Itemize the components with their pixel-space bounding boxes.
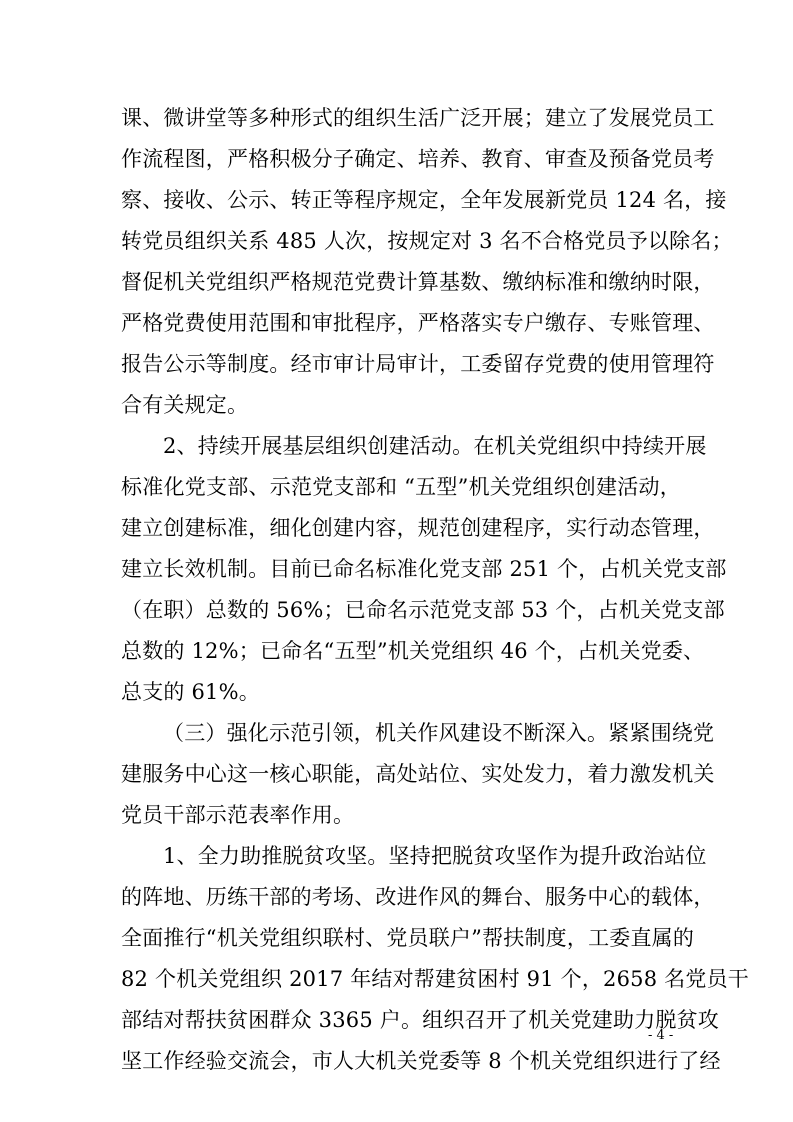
text-line-15: 总支的 61%。 <box>121 680 260 704</box>
text-line-10: 标准化党支部、示范党支部和 “五型”机关党组织创建活动， <box>121 475 681 499</box>
text-line-22: 82 个机关党组织 2017 年结对帮建贫困村 91 个，2658 名党员干 <box>121 967 749 991</box>
text-line-21: 全面推行“机关党组织联村、党员联户”帮扶制度，工委直属的 <box>121 926 695 950</box>
text-line-4: 转党员组织关系 485 人次，按规定对 3 名不合格党员予以除名； <box>121 229 733 253</box>
text-line-2: 作流程图，严格积极分子确定、培养、教育、审查及预备党员考 <box>121 147 715 171</box>
text-line-23: 部结对帮扶贫困群众 3365 户。组织召开了机关党建助力脱贫攻 <box>121 1008 719 1032</box>
text-line-3: 察、接收、公示、转正等程序规定，全年发展新党员 124 名，接 <box>121 188 727 212</box>
text-line-19: 1、全力助推脱贫攻坚。坚持把脱贫攻坚作为提升政治站位 <box>163 844 707 868</box>
text-line-13: （在职）总数的 56%；已命名示范党支部 53 个，占机关党支部 <box>121 598 725 622</box>
text-line-8: 合有关规定。 <box>121 393 249 417</box>
text-line-5: 督促机关党组织严格规范党费计算基数、缴纳标准和缴纳时限， <box>121 270 715 294</box>
text-line-17: 建服务中心这一核心职能，高处站位、实处发力，着力激发机关 <box>121 762 715 786</box>
text-line-16: （三）强化示范引领，机关作风建设不断深入。紧紧围绕党 <box>163 721 715 745</box>
text-line-6: 严格党费使用范围和审批程序，严格落实专户缴存、专账管理、 <box>121 311 715 335</box>
text-line-7: 报告公示等制度。经市审计局审计，工委留存党费的使用管理符 <box>121 352 715 376</box>
text-line-18: 党员干部示范表率作用。 <box>121 803 355 827</box>
page-number: - 4 - <box>648 1028 674 1043</box>
text-line-14: 总数的 12%；已命名“五型”机关党组织 46 个，占机关党委、 <box>121 639 705 663</box>
text-line-9: 2、持续开展基层组织创建活动。在机关党组织中持续开展 <box>163 434 707 458</box>
text-line-24: 坚工作经验交流会，市人大机关党委等 8 个机关党组织进行了经 <box>121 1049 721 1073</box>
text-line-1: 课、微讲堂等多种形式的组织生活广泛开展；建立了发展党员工 <box>121 106 715 130</box>
text-line-11: 建立创建标准，细化创建内容，规范创建程序，实行动态管理， <box>121 516 715 540</box>
text-line-12: 建立长效机制。目前已命名标准化党支部 251 个，占机关党支部 <box>121 557 727 581</box>
text-line-20: 的阵地、历练干部的考场、改进作风的舞台、服务中心的载体， <box>121 885 715 909</box>
